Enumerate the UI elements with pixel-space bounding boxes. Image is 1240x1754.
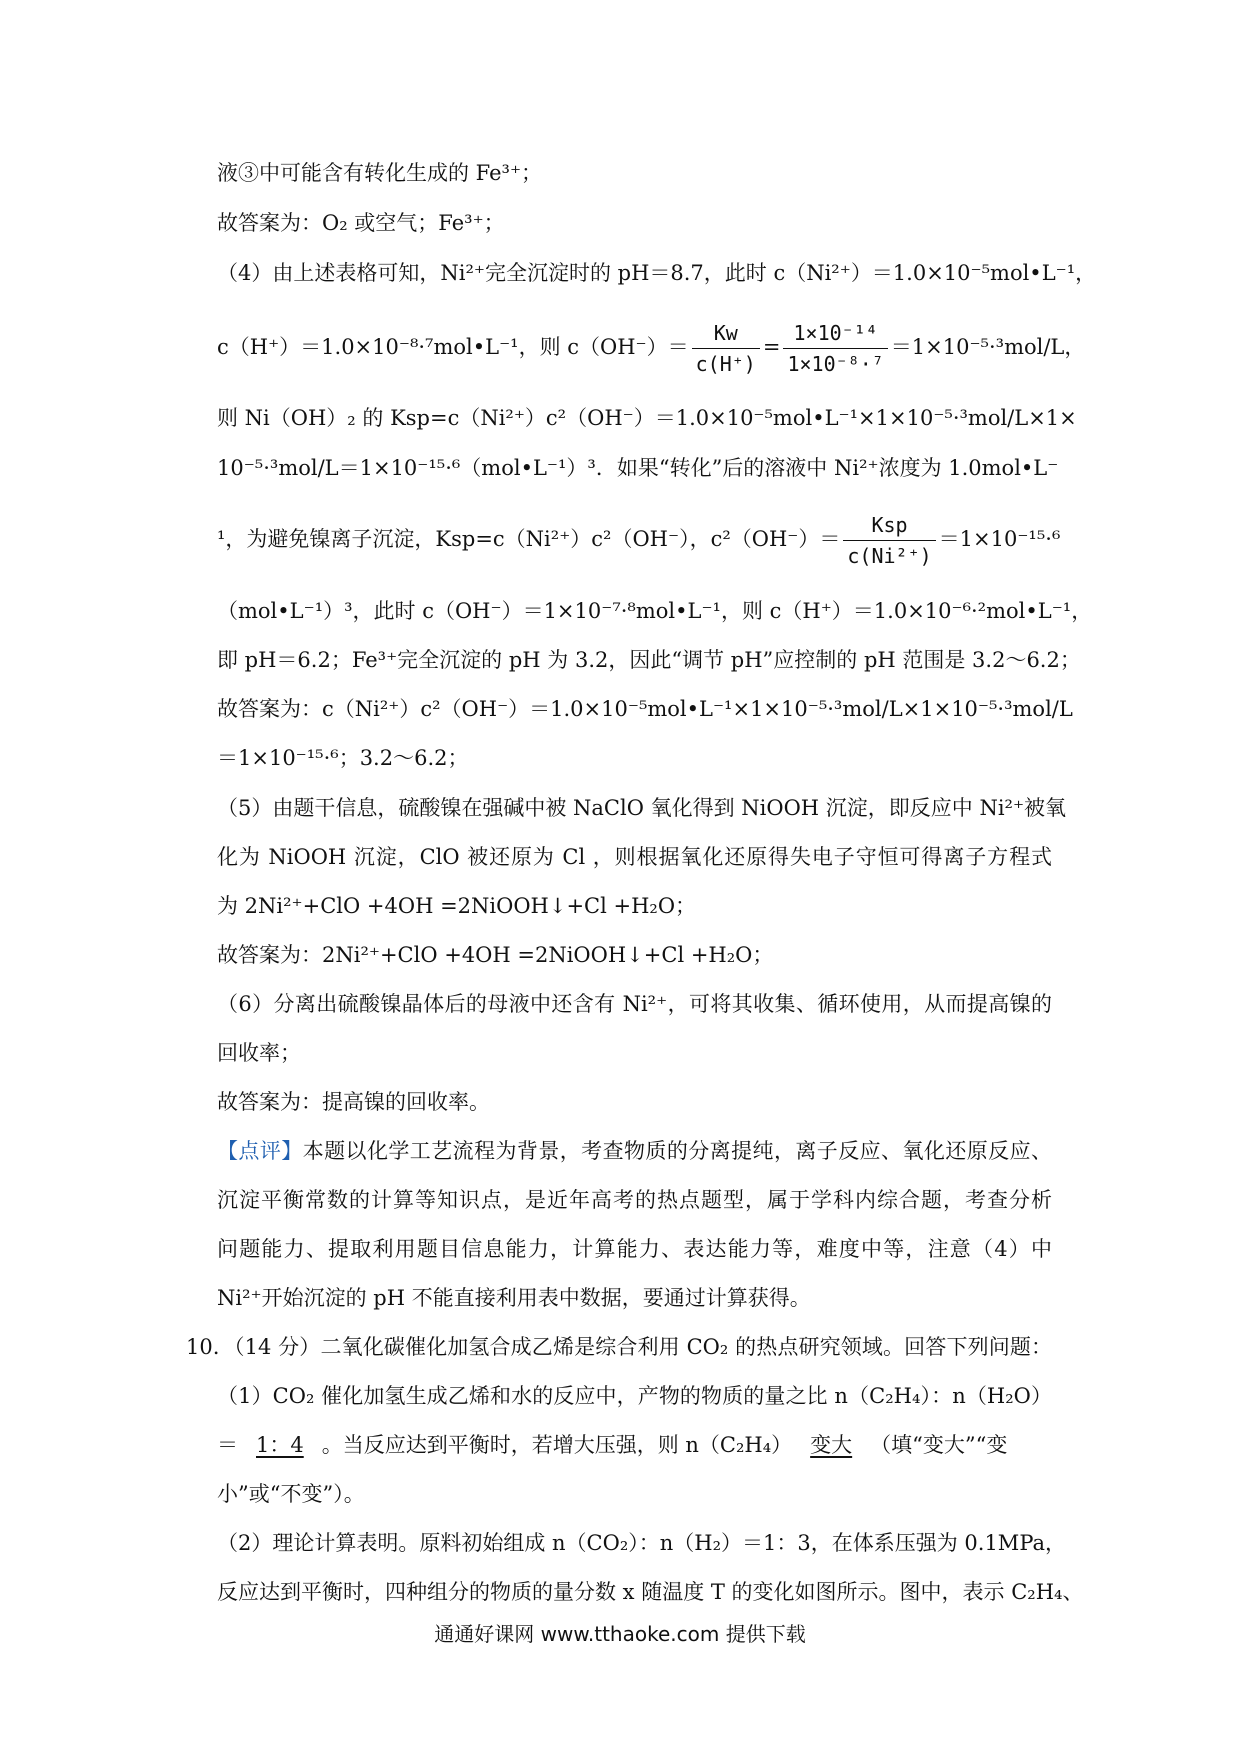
text-line-24: （1）CO₂ 催化加氢生成乙烯和水的反应中，产物的物质的量之比 n（C₂H₄）：n（H₂O） <box>217 1384 1052 1408</box>
text-line-4a: c（H⁺）＝1.0×10⁻⁸·⁷mol•L⁻¹，则 c（OH⁻）＝ <box>217 335 689 359</box>
text-line-15: 故答案为：2Ni²⁺+ClO +4OH =2NiOOH↓+Cl +H₂O； <box>217 943 774 967</box>
text-line-3: （4）由上述表格可知，Ni²⁺完全沉淀时的 pH＝8.7，此时 c（Ni²⁺）＝1.0×10⁻⁵mol•L⁻¹， <box>217 261 1097 285</box>
text-line-27: （2）理论计算表明。原料初始组成 n（CO₂）：n（H₂）＝1：3，在体系压强为 0.1MPa， <box>217 1531 1067 1555</box>
text-line-1: 液③中可能含有转化生成的 Fe³⁺； <box>217 161 543 185</box>
text-line-19-body: 本题以化学工艺流程为背景，考查物质的分离提纯，离子反应、氧化还原反应、 <box>302 1139 1053 1163</box>
text-line-10: 故答案为：c（Ni²⁺）c²（OH⁻）＝1.0×10⁻⁵mol•L⁻¹×1×10⁻⁵·³mol/L×1×10⁻⁵·³mol/L <box>217 697 1073 721</box>
text-line-4: c（H⁺）＝1.0×10⁻⁸·⁷mol•L⁻¹，则 c（OH⁻）＝ $\frac{Kw}{c(H^+)}$ = $\frac{\text{1×10⁻¹⁴}}{\text{1×10⁻⁸·⁷}}$ ＝1×10⁻⁵·³mol/L， <box>217 321 1086 376</box>
text-line-2: 故答案为：O₂ 或空气；Fe³⁺； <box>217 211 505 235</box>
page-footer: 通通好课网 www.tthaoke.com 提供下载 <box>434 1622 806 1646</box>
text-line-8: （mol•L⁻¹）³，此时 c（OH⁻）＝1×10⁻⁷·⁸mol•L⁻¹，则 c（H⁺）＝1.0×10⁻⁶·²mol•L⁻¹， <box>217 599 1093 623</box>
text-line-22: Ni²⁺开始沉淀的 pH 不能直接利用表中数据，要通过计算获得。 <box>217 1286 811 1310</box>
fraction-num: 1×10⁻¹⁴ <box>783 320 887 349</box>
question-10-title: 10．（14 分）二氧化碳催化加氢合成乙烯是综合利用 CO₂ 的热点研究领域。回答下列问题： <box>186 1335 1052 1359</box>
text-line-16: （6）分离出硫酸镍晶体后的母液中还含有 Ni²⁺，可将其收集、循环使用，从而提高镍的 <box>217 992 1052 1016</box>
fraction-den: c(Ni²⁺) <box>847 544 932 568</box>
fraction-den: 1×10⁻⁸·⁷ <box>787 352 884 376</box>
text-line-7b: ＝1×10⁻¹⁵·⁶ <box>938 527 1061 551</box>
text-line-11: ＝1×10⁻¹⁵·⁶；3.2～6.2； <box>217 746 469 770</box>
answer-blank-change: 变大 <box>810 1433 853 1457</box>
fraction-num: Ksp <box>843 512 935 541</box>
review-tag: 【点评】 <box>217 1139 303 1163</box>
fraction-den: c(H⁺) <box>695 352 756 376</box>
text-line-9: 即 pH＝6.2；Fe³⁺完全沉淀的 pH 为 3.2，因此“调节 pH”应控制的 pH 范围是 3.2～6.2； <box>217 648 1081 672</box>
text-line-6: 10⁻⁵·³mol/L＝1×10⁻¹⁵·⁶（mol•L⁻¹）³．如果“转化”后的溶液中 Ni²⁺浓度为 1.0mol•L⁻ <box>217 456 1059 480</box>
text-line-21: 问题能力、提取利用题目信息能力，计算能力、表达能力等，难度中等，注意（4）中 <box>217 1237 1052 1261</box>
text-line-12: （5）由题干信息，硫酸镍在强碱中被 NaClO 氧化得到 NiOOH 沉淀，即反应中 Ni²⁺被氧 <box>217 796 1067 820</box>
text-line-25b: 。当反应达到平衡时，若增大压强，则 n（C₂H₄） <box>321 1433 793 1457</box>
text-line-7 <box>217 512 1061 569</box>
fraction-num: Kw <box>692 320 760 349</box>
fraction-ksp-over-ni <box>843 512 935 569</box>
text-line-25 <box>217 1430 1052 1460</box>
text-line-7a: ¹，为避免镍离子沉淀，Ksp=c（Ni²⁺）c²（OH⁻），c²（OH⁻）＝ <box>217 527 841 551</box>
text-line-4b: ＝1×10⁻⁵·³mol/L， <box>890 335 1086 359</box>
text-line-17: 回收率； <box>217 1041 301 1065</box>
fraction-values <box>783 320 887 377</box>
text-line-25c: （填“变大”“变 <box>870 1433 1008 1457</box>
text-line-20: 沉淀平衡常数的计算等知识点，是近年高考的热点题型，属于学科内综合题，考查分析 <box>217 1188 1052 1212</box>
fraction-kw-over-h <box>692 320 760 377</box>
text-line-13: 化为 NiOOH 沉淀，ClO 被还原为 Cl ，则根据氧化还原得失电子守恒可得离子方程式 <box>217 845 1052 869</box>
text-line-14: 为 2Ni²⁺+ClO +4OH =2NiOOH↓+Cl +H₂O； <box>217 894 697 918</box>
text-line-26: 小”或“不变”）。 <box>217 1482 365 1506</box>
text-line-19 <box>217 1136 1052 1166</box>
text-line-5: 则 Ni（OH）₂ 的 Ksp=c（Ni²⁺）c²（OH⁻）＝1.0×10⁻⁵mol•L⁻¹×1×10⁻⁵·³mol/L×1× <box>217 406 1077 430</box>
text-line-25a: ＝ <box>217 1433 238 1457</box>
text-line-18: 故答案为：提高镍的回收率。 <box>217 1090 490 1114</box>
text-line-28: 反应达到平衡时，四种组分的物质的量分数 x 随温度 T 的变化如图所示。图中，表示 C₂H₄、 <box>217 1580 1084 1604</box>
answer-blank-ratio: 1：4 <box>256 1433 304 1457</box>
